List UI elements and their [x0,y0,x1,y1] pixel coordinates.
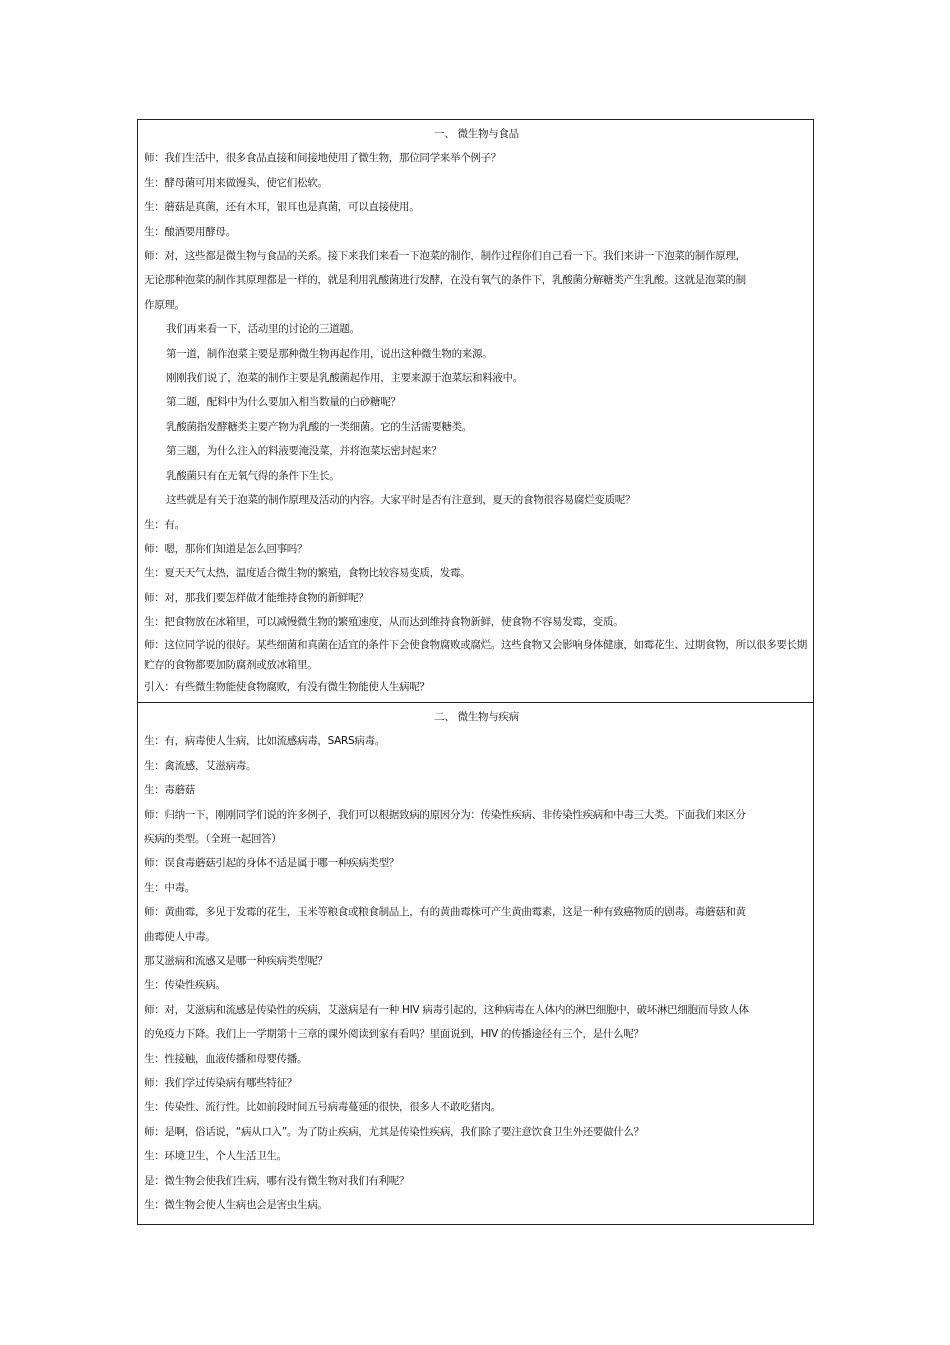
dialogue-line: 生：有，病毒使人生病，比如流感病毒，SARS病毒。 [144,735,386,748]
section-heading: 二、 微生物与疾病 [434,710,519,723]
dialogue-line: 是：微生物会使我们生病，哪有没有微生物对我们有利呢？ [144,1174,410,1187]
dialogue-line: 师：我们生活中，很多食品直接和间接地使用了微生物，那位同学来举个例子？ [144,152,501,165]
dialogue-line: 师：嗯，那你们知道是怎么回事吗？ [144,542,308,555]
dialogue-line: 生：禽流感，艾滋病毒。 [144,759,257,772]
dialogue-line: 生：蘑菇是真菌，还有木耳，银耳也是真菌，可以直接使用。 [144,201,420,214]
dialogue-line: 疾病的类型。（全班一起回答） [144,832,282,845]
dialogue-line: 生：夏天天气太热，温度适合微生物的繁殖，食物比较容易变质，发霉。 [144,567,471,580]
dialogue-line: 师：我们学过传染病有哪些特征？ [144,1077,297,1090]
dialogue-line: 生：有。 [144,518,185,531]
dialogue-line: 这些就是有关于泡菜的制作原理及活动的内容。大家平时是否有注意到，夏天的食物很容易腐烂变质呢？ [166,494,636,507]
dialogue-line: 作原理。 [144,298,185,311]
dialogue-line: 生：酿酒要用酵母。 [144,225,236,238]
dialogue-line: 刚刚我们说了，泡菜的制作主要是乳酸菌起作用，主要来源于泡菜坛和料液中。 [166,372,523,385]
dialogue-line: 生：传染性疾病。 [144,979,226,992]
dialogue-line: 师：误食毒蘑菇引起的身体不适是属于哪一种疾病类型？ [144,857,399,870]
dialogue-line: 师：对，这些都是微生物与食品的关系。接下来我们来看一下泡菜的制作，制作过程你们自己看一下。我们来讲一下泡菜的制作原理， [144,250,746,263]
dialogue-line: 生：毒蘑菇 [144,784,195,797]
dialogue-line: 第三题，为什么注入的料液要淹没菜，并将泡菜坛密封起来？ [166,445,442,458]
dialogue-line: 生：性接触，血液传播和母婴传播。 [144,1052,308,1065]
dialogue-line: 生：传染性、流行性。比如前段时间五号病毒蔓延的很快，很多人不敢吃猪肉。 [144,1101,501,1114]
dialogue-line: 师：是啊，俗话说，“病从口入”。为了防止疾病，尤其是传染性疾病，我们除了要注意饮食卫生外还要做什么？ [144,1125,644,1138]
dialogue-line: 我们再来看一下，活动里的讨论的三道题。 [166,323,360,336]
dialogue-line: 第二题，配料中为什么要加入相当数量的白砂糖呢？ [166,396,401,409]
dialogue-line: 师：对，艾滋病和流感是传染性的疾病，艾滋病是有一种 HIV 病毒引起的，这种病毒在人体内的淋巴细胞中，破坏淋巴细胞而导致人体 [144,1003,749,1016]
section-heading: 一、 微生物与食品 [434,128,519,140]
dialogue-line: 那艾滋病和流感又是哪一种疾病类型呢？ [144,955,328,967]
dialogue-line: 乳酸菌指发酵糖类主要产物为乳酸的一类细菌。它的生活需要糖类。 [166,420,472,433]
dialogue-line: 生：环境卫生，个人生活卫生。 [144,1150,287,1163]
dialogue-line: 乳酸菌只有在无氧气得的条件下生长。 [166,469,340,482]
dialogue-line: 生：中毒。 [144,881,195,894]
dialogue-line: 生：微生物会使人生病也会是害虫生病。 [144,1199,328,1212]
dialogue-line: 引入：有些微生物能使食物腐败，有没有微生物能使人生病呢？ [144,680,430,693]
dialogue-line: 师：对，那我们要怎样做才能维持食物的新鲜呢？ [144,591,369,604]
dialogue-line: 第一道，制作泡菜主要是那种微生物再起作用，说出这种微生物的来源。 [166,347,493,360]
dialogue-line: 师：这位同学说的很好。某些细菌和真菌在适宜的条件下会使食物腐败或腐烂。这些食物又会影响身体健康，如霉花生、过期食物，所以很多要长期贮存的食物都要加防腐剂或放冰箱里。 [144,638,807,671]
dialogue-line: 生：酵母菌可用来做馒头，使它们松软。 [144,176,328,189]
dialogue-line: 生：把食物放在冰箱里，可以减慢微生物的繁殖速度，从而达到维持食物新鲜，使食物不容易发霉，变质。 [144,616,624,629]
dialogue-line: 的免疫力下降。我们上一学期第十三章的课外阅读到家有看吗？里面说到，HIV 的传播途径有三个，是什么呢？ [144,1028,644,1041]
dialogue-line: 曲霉使人中毒。 [144,930,216,943]
lesson-table [137,119,814,1225]
dialogue-line: 师：归纳一下，刚刚同学们说的许多例子，我们可以根据致病的原因分为：传染性疾病、非传染性疾病和中毒三大类。下面我们来区分 [144,808,746,821]
dialogue-line: 无论那种泡菜的制作其原理都是一样的，就是利用乳酸菌进行发酵，在没有氧气的条件下，乳酸菌分解糖类产生乳酸。这就是泡菜的制 [144,274,746,287]
dialogue-line: 师：黄曲霉，多见于发霉的花生，玉米等粮食或粮食制品上，有的黄曲霉株可产生黄曲霉素，这是一种有致癌物质的剧毒。毒蘑菇和黄 [144,906,746,919]
section-divider [138,702,813,703]
lesson-content [138,120,813,1217]
